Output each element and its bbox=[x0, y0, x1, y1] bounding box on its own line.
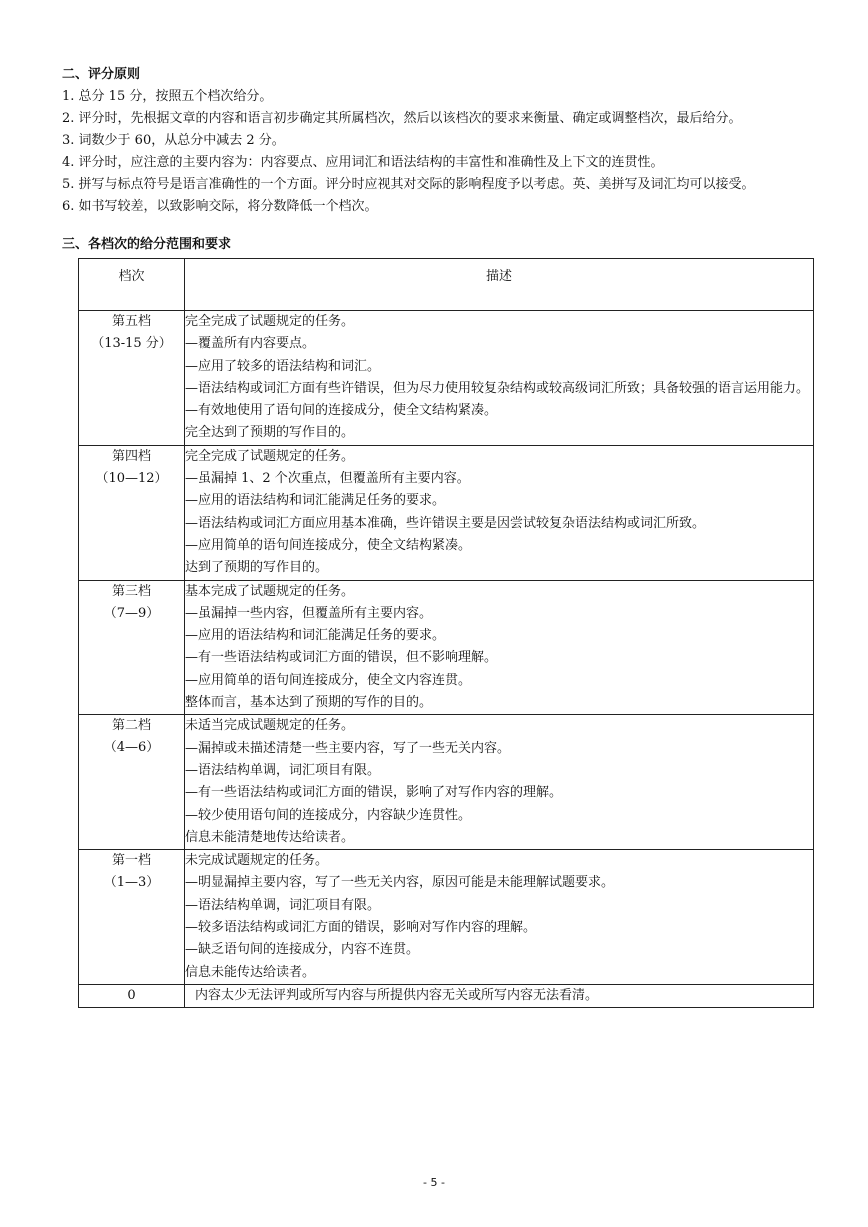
description-line: —明显漏掉主要内容，写了一些无关内容，原因可能是未能理解试题要求。 bbox=[185, 875, 615, 891]
section-heading-scoring-principles: 二、评分原则 bbox=[62, 67, 141, 82]
grade-label: 第五档 bbox=[111, 314, 151, 329]
rule-item: 5. 拼写与标点符号是语言准确性的一个方面。评分时应视其对交际的影响程度予以考虑。英、美拼写及词汇均可以接受。 bbox=[62, 177, 755, 192]
grade-range: （10—12） bbox=[95, 470, 168, 486]
grade-range: （7—9） bbox=[103, 605, 160, 621]
description-line: 基本完成了试题规定的任务。 bbox=[185, 583, 355, 599]
rule-item: 4. 评分时，应注意的主要内容为：内容要点、应用词汇和语法结构的丰富性和准确性及上下文的连贯性。 bbox=[62, 155, 664, 170]
description-line: 未完成试题规定的任务。 bbox=[185, 853, 329, 869]
rule-item: 2. 评分时，先根据文章的内容和语言初步确定其所属档次，然后以该档次的要求来衡量、确定或调整档次，最后给分。 bbox=[62, 111, 742, 126]
description-line: —虽漏掉 1、2 个次重点，但覆盖所有主要内容。 bbox=[185, 471, 470, 487]
description-line: —较多语法结构或词汇方面的错误，影响对写作内容的理解。 bbox=[185, 920, 537, 936]
description-line: —应用的语法结构和词汇能满足任务的要求。 bbox=[185, 628, 446, 644]
table-row bbox=[79, 445, 814, 580]
description-line: —有一些语法结构或词汇方面的错误，但不影响理解。 bbox=[185, 650, 498, 666]
description-line: —有一些语法结构或词汇方面的错误，影响了对写作内容的理解。 bbox=[185, 785, 563, 801]
description-cell bbox=[185, 850, 814, 985]
description-line: 完全达到了预期的写作目的。 bbox=[185, 425, 355, 441]
table-row bbox=[79, 311, 814, 446]
description-line: —应用简单的语句间连接成分，使全文结构紧凑。 bbox=[185, 537, 472, 553]
column-header-grade: 档次 bbox=[79, 259, 185, 311]
grade-label: 第二档 bbox=[111, 718, 151, 734]
rule-item: 1. 总分 15 分，按照五个档次给分。 bbox=[62, 89, 273, 104]
description-line: 未适当完成试题规定的任务。 bbox=[185, 718, 355, 734]
description-cell bbox=[185, 715, 814, 850]
description-line: 信息未能清楚地传达给读者。 bbox=[185, 829, 355, 845]
page-number: - 5 - bbox=[423, 1176, 445, 1189]
description-line: —语法结构单调，词汇项目有限。 bbox=[185, 897, 381, 913]
description-line: 信息未能传达给读者。 bbox=[185, 964, 316, 980]
rule-item: 3. 词数少于 60，从总分中减去 2 分。 bbox=[62, 133, 285, 148]
description-line: —语法结构或词汇方面有些许错误，但为尽力使用较复杂结构或较高级词汇所致；具备较强的语言运用能力。 bbox=[185, 380, 810, 396]
column-header-description: 描述 bbox=[185, 259, 814, 311]
description-cell bbox=[185, 311, 814, 446]
table-row bbox=[79, 580, 814, 715]
grade-cell bbox=[79, 580, 185, 715]
grade-label: 第四档 bbox=[111, 448, 151, 464]
grade-cell bbox=[79, 311, 185, 446]
description-cell bbox=[185, 580, 814, 715]
description-line: —漏掉或未描述清楚一些主要内容，写了一些无关内容。 bbox=[185, 740, 511, 756]
table-header-row bbox=[79, 259, 814, 311]
description-cell bbox=[185, 445, 814, 580]
description-line: —虽漏掉一些内容，但覆盖所有主要内容。 bbox=[185, 605, 433, 621]
table-row bbox=[79, 715, 814, 850]
description-line: —语法结构或词汇方面应用基本准确，些许错误主要是因尝试较复杂语法结构或词汇所致。 bbox=[185, 515, 706, 531]
grade-range: （13-15 分） bbox=[91, 336, 172, 351]
grade-range: （4—6） bbox=[103, 740, 160, 756]
description-line: —应用了较多的语法结构和词汇。 bbox=[185, 358, 381, 374]
description-cell: 内容太少无法评判或所写内容与所提供内容无关或所写内容无法看清。 bbox=[185, 984, 814, 1007]
grade-cell bbox=[79, 715, 185, 850]
description-line: 完全完成了试题规定的任务。 bbox=[185, 314, 355, 329]
grade-label: 第一档 bbox=[111, 853, 151, 869]
description-line: —覆盖所有内容要点。 bbox=[185, 336, 316, 352]
grade-cell bbox=[79, 445, 185, 580]
description-line: —有效地使用了语句间的连接成分，使全文结构紧凑。 bbox=[185, 403, 498, 419]
grade-cell bbox=[79, 850, 185, 985]
description-line: —应用的语法结构和词汇能满足任务的要求。 bbox=[185, 493, 446, 509]
grade-label: 第三档 bbox=[111, 583, 151, 599]
document-page bbox=[62, 64, 816, 1008]
table-row bbox=[79, 850, 814, 985]
description-line: 完全完成了试题规定的任务。 bbox=[185, 448, 355, 464]
description-line: —应用简单的语句间连接成分，使全文内容连贯。 bbox=[185, 672, 472, 688]
description-line: —较少使用语句间的连接成分，内容缺少连贯性。 bbox=[185, 807, 472, 823]
rule-item: 6. 如书写较差，以致影响交际，将分数降低一个档次。 bbox=[62, 199, 378, 214]
description-line: —语法结构单调，词汇项目有限。 bbox=[185, 762, 381, 778]
grade-cell: 0 bbox=[79, 984, 185, 1007]
table-row-zero bbox=[79, 984, 814, 1007]
description-line: 整体而言，基本达到了预期的写作的目的。 bbox=[185, 695, 433, 711]
section-heading-grade-bands: 三、各档次的给分范围和要求 bbox=[62, 237, 232, 252]
description-line: —缺乏语句间的连接成分，内容不连贯。 bbox=[185, 942, 420, 958]
grading-table bbox=[78, 258, 814, 1008]
grade-range: （1—3） bbox=[103, 875, 160, 891]
scoring-rules-list bbox=[62, 86, 816, 218]
description-line: 达到了预期的写作目的。 bbox=[185, 560, 329, 576]
